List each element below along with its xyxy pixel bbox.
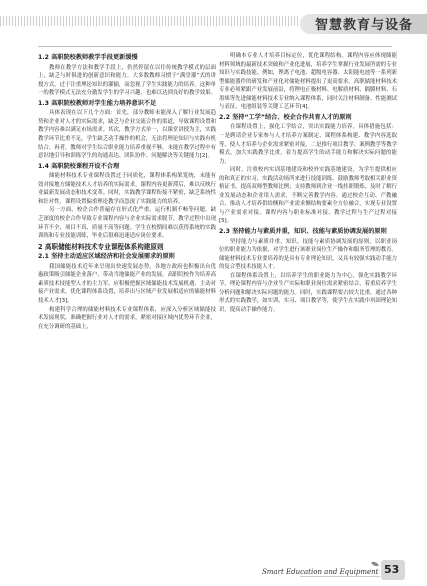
body-paragraph: 坚持能力与素质并重，知识、技能与素质协调发展的原则，以职业岗位的职业能力为依据，对学生进行该职业岗位生产操作和服务管理的教育。储能材料技术专业要培养的是具有专业理论知识，又具有较强实践动手能力的复合型技术技能人才。 (219, 238, 397, 271)
right-column (219, 52, 397, 552)
body-paragraph: 教师在教学方法和教学手段上，仍然停留在以往传统教学模式的层面上，缺乏与时俱进的创新意识和能力。大多数教师习惯于“满堂灌”式的讲授方式，过于注重理论知识的灌输，而忽视了学生实践能力的培养。这种单一的教学模式无法充分激发学生的学习兴趣，也难以达到良好的教学效果。 (38, 64, 216, 97)
section-heading: 1.2 高职院校教师教学手段更新缓慢 (38, 54, 138, 61)
leaf-icon (371, 560, 379, 568)
body-paragraph: 在课程设置上，强化工学结合，突出实践能力培养。具体措施包括：一是聘请企业专家参与人才培养方案制定、课程体系构建、教学内容选取等，使人才培养与企业需求紧密对接。二是推行项目教学、案例教学等教学模式，加大实践教学比重，着力提高学生的动手能力和解决实际问题的能力。 (219, 124, 397, 165)
footer-divider (300, 576, 380, 577)
body-paragraph: 在课程体系设置上，以培养学生的职业能力为中心，强化实践教学环节。理论课程内容与企业生产实际和职业岗位需求紧密结合，着重培养学生分析问题和解决实际问题的能力。同时，实践课程要占较大比重，通过各种形式的实践教学，如实训、实习、项目教学等，使学生在实践中巩固理论知识，提高动手操作能力。 (219, 272, 397, 313)
body-paragraph: 我国储能技术近年来呈现出快速发展态势，各地方政府也积极出台优惠政策吸引储能企业落户，带动当地储能产业的发展。高职院校作为培养高素质技术技能型人才的主力军，应积极把握区域储能技术发展机遇，主动对接产业需求，优化课程体系设置，培养出与区域产业发展相适应的储能材料技术人才[3]。 (38, 263, 216, 304)
section-heading: 2.1 坚持主动适应区域经济和社会发展需求的原则 (38, 253, 175, 261)
body-paragraph: 储能材料技术专业课程设置过于同质化，课程体系构架笼统，未能有效对接地方储能技术人才培养的实际需求，课程内容更新滞后，难以反映行业最新发展动态和技术变革。同时，实践教学课程衔接不紧密，缺乏系统性和针对性，课程设置偏重理论教学而忽视了实践能力的培养。 (38, 173, 216, 205)
section-heading: 2 高职储能材料技术专业课程体系构建原则 (38, 242, 164, 251)
page-number: 53 (384, 563, 400, 576)
body-paragraph: 另一方面，校企合作普遍存在形式化严重、运行机制不畅等问题。缺乏深度的校企合作导致专业课程内容与企业实际需求脱节，教学过程中出现环节不全、项目不真、质量不高等问题。学生在校期间难以获得系统的实践训练和专业技能训练，毕业后很难迅速适应岗位要求。 (38, 207, 216, 240)
header-divider (38, 46, 392, 47)
body-paragraph: 同时，注重校内实训基地建设和校外实践基地建设，为学生提供相应的和真正的实习、实践活动场所来进行技能训练。鼓励教师考取相关职业资格证书，提高双师型教师比例；支持教师到企业一线挂职锻炼，及时了解行业发展动态和企业用人需求，不断完善教学内容。通过校企互动、产教融合，推动人才培养供给侧和产业需求侧结构要素全方位融合，实现专业设置与产业需求对接、课程内容与职业标准对接、教学过程与生产过程对接[5]。 (219, 167, 397, 225)
section-heading: 2.3 坚持能力与素质并重，知识、技能与素质协调发展的原则 (219, 227, 387, 235)
journal-brand: Smart Education and Equipment (262, 568, 379, 576)
section-heading: 1.3 高职院校教师对学生能力培养意识不足 (38, 99, 157, 107)
body-paragraph: 明确本专业人才培养目标定位，优化课程结构。课程内容应体现储能材料领域的最新技术突破和产业化进展，培养学生掌握行业发展所需的专业知识与实践技能。例如，锂离子电池、超级电容器、太阳能电池等一系列新型储能器件的研发和产业化对储能材料提出了更高要求。高职储能材料技术专业必须紧跟产业发展前沿，将锂电正极材料、电解质材料、隔膜材料、石墨烯等先进储能材料技术专业纳入课程体系，同时关注材料制备、性能测试与表征、电池组装等关键工艺环节[4]。 (219, 53, 397, 111)
page-footer (0, 555, 427, 585)
section-heading: 1.4 高职院校课程开设不合理 (38, 162, 120, 170)
left-column (38, 52, 216, 552)
page-header (0, 0, 427, 46)
section-heading: 2.2 坚持“工学”结合、校企合作共育人才的原则 (219, 113, 352, 121)
body-paragraph: 具体表现在以下几个方面：首先，部分教师未能深入了解行业发展趋势和企业对人才的实际需求，缺乏与企业交流合作的渠道，导致课程设置和教学内容难以满足市场需求。其次，教学方式单一，以课堂讲授为主，实践教学环节比重不足，学生缺乏动手操作的机会，无法将理论知识与实践有机结合。再者，教师对学生综合职业能力培养重视不够，未能在教学过程中有意识地引导和训练学生的沟通表达、团队协作、问题解决等关键能力[2]。 (38, 110, 216, 160)
journal-section-title: 智慧教育与设备 (314, 18, 413, 33)
body-paragraph: 构建科学合理的储能材料技术专业课程体系，应深入分析区域储能技术发展现状，准确把握行业对人才的需求，紧密对接区域内优势环节企业，在充分调研的基础上， (38, 306, 216, 330)
header-stripe (0, 16, 300, 26)
